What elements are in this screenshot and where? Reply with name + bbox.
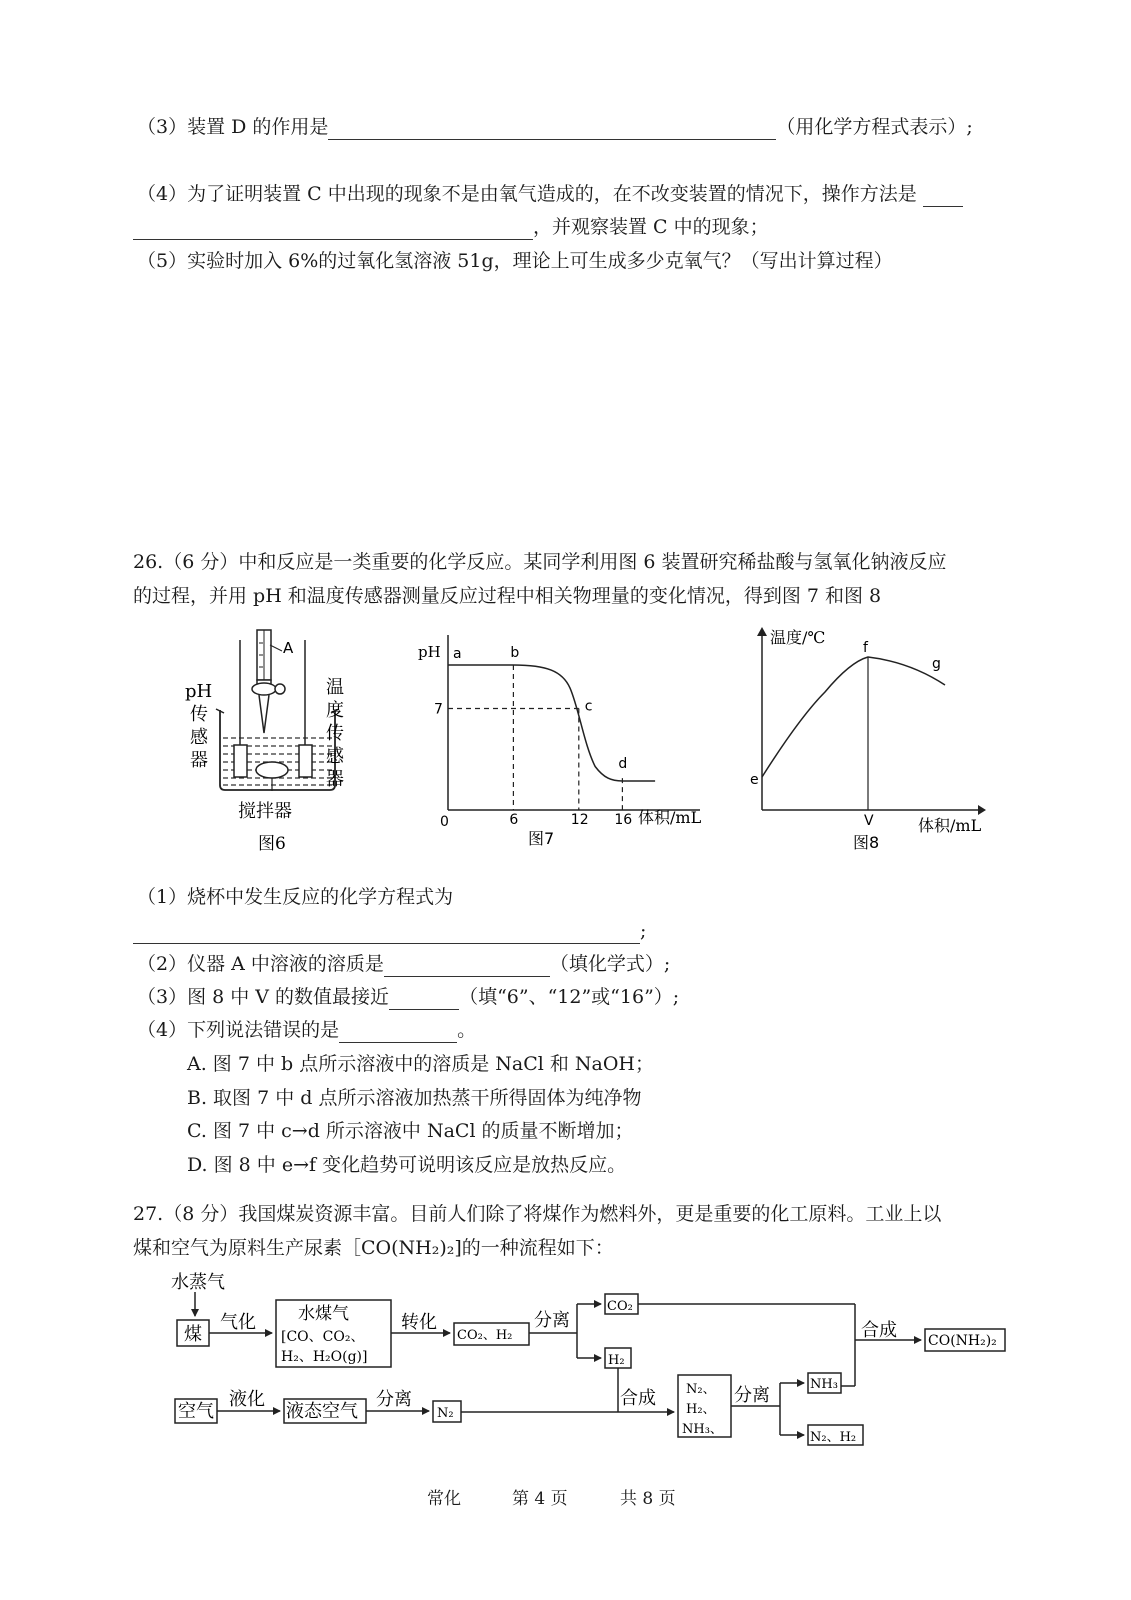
co2-label: CO₂ (607, 1299, 633, 1314)
q25-part4-text: （4）为了证明装置 C 中出现的现象不是由氧气造成的，在不改变装置的情况下，操作方法是 (137, 183, 917, 205)
point-label-g: g (932, 656, 941, 672)
mix-line1: N₂、 (686, 1382, 716, 1397)
answer-blank[interactable] (389, 989, 459, 1010)
liquid-air-label: 液态空气 (286, 1401, 358, 1422)
liquefy-label: 液化 (229, 1389, 265, 1410)
point-label-c: c (584, 698, 593, 715)
point-label-b: b (510, 645, 520, 661)
x-tick-v: V (864, 813, 874, 829)
y-axis-label: pH (418, 643, 441, 661)
temp-sensor-label-0: 温 (326, 677, 344, 698)
separate2-label: 分离 (376, 1389, 412, 1410)
option-a: A. 图 7 中 b 点所示溶液中的溶质是 NaCl 和 NaOH； (187, 1053, 654, 1075)
footer-total: 共 8 页 (620, 1489, 676, 1509)
temp-sensor-label-4: 器 (326, 769, 344, 790)
x-tick-12: 12 (570, 812, 589, 828)
point-label-f: f (863, 640, 868, 656)
ph-sensor-label-1: 传 (190, 704, 208, 725)
q25-part5: （5）实验时加入 6%的过氧化氢溶液 51g，理论上可生成多少克氧气？（写出计算过程） (137, 250, 893, 272)
option-c: C. 图 7 中 c→d 所示溶液中 NaCl 的质量不断增加； (187, 1120, 634, 1142)
co2-h2-label: CO₂、H₂ (457, 1328, 513, 1343)
synth-mid-label: 合成 (620, 1388, 656, 1409)
water-gas-title: 水煤气 (298, 1304, 349, 1324)
temp-sensor-label-1: 度 (326, 700, 344, 721)
coal-label: 煤 (184, 1324, 202, 1345)
label-a: A (283, 639, 294, 657)
ph-sensor-label-2: 感 (190, 727, 208, 748)
q25-part3-suffix: （用化学方程式表示）; (776, 116, 973, 138)
ph-sensor-probe (234, 745, 247, 777)
x-tick-16: 16 (614, 812, 633, 828)
answer-blank[interactable] (133, 923, 640, 944)
figure-8-temperature-chart (740, 622, 990, 857)
origin-label: 0 (440, 814, 449, 830)
burette-tip (259, 695, 269, 733)
q25-part4-suffix: ，并观察装置 C 中的现象； (533, 216, 769, 238)
q25-part4 (137, 181, 963, 207)
q26-part2-text: （2）仪器 A 中溶液的溶质是 (137, 953, 384, 975)
urea-flowchart (165, 1268, 1025, 1468)
q26-part3-suffix: （填“6”、“12”或“16”）; (459, 986, 680, 1008)
n2-label: N₂ (437, 1406, 454, 1421)
x-axis-arrow (978, 805, 986, 815)
q26-intro-line1: 26.（6 分）中和反应是一类重要的化学反应。某同学利用图 6 装置研究稀盐酸与氢氧化钠液反应 (133, 551, 947, 573)
separate1-label: 分离 (534, 1310, 570, 1331)
temperature-curve (762, 657, 945, 777)
footer-page: 第 4 页 (512, 1489, 568, 1509)
answer-blank[interactable] (923, 186, 963, 207)
stopcock (252, 683, 276, 695)
air-label: 空气 (178, 1401, 214, 1422)
temp-sensor-probe (299, 745, 312, 777)
temp-sensor-label-3: 感 (326, 746, 344, 767)
answer-blank[interactable] (339, 1022, 457, 1043)
q25-part4-line2 (133, 214, 769, 240)
q26-part1: （1）烧杯中发生反应的化学方程式为 (137, 886, 454, 908)
y-tick-7: 7 (434, 701, 443, 718)
answer-blank[interactable] (328, 119, 776, 140)
ph-sensor-label-0: pH (185, 681, 213, 702)
mix-line3: NH₃、 (682, 1422, 723, 1437)
figure-6-apparatus (180, 625, 380, 860)
h2-label: H₂ (608, 1353, 625, 1368)
gasify-label: 气化 (220, 1312, 256, 1333)
water-gas-line1: [CO、CO₂、 (281, 1329, 365, 1345)
point-label-e: e (750, 772, 759, 788)
answer-blank[interactable] (133, 219, 533, 240)
q26-part4-suffix: 。 (457, 1019, 477, 1041)
x-axis-label: 体积/mL (918, 816, 982, 835)
option-d: D. 图 8 中 e→f 变化趋势可说明该反应是放热反应。 (187, 1154, 627, 1176)
y-axis-arrow (757, 627, 767, 636)
q26-part3-text: （3）图 8 中 V 的数值最接近 (137, 986, 390, 1008)
stirrer-label: 搅拌器 (238, 801, 292, 822)
q26-part1-end: ; (640, 920, 647, 942)
footer-school: 常化 (427, 1489, 461, 1509)
convert-label: 转化 (401, 1312, 437, 1333)
q27-intro-line1: 27.（8 分）我国煤炭资源丰富。目前人们除了将煤作为燃料外，更是重要的化工原料。工业上以 (133, 1203, 942, 1225)
steam-label: 水蒸气 (171, 1272, 225, 1293)
q26-part1-answer (133, 918, 646, 944)
label-a-leader (270, 645, 282, 651)
q27-intro-line2: 煤和空气为原料生产尿素［CO(NH₂)₂]的一种流程如下： (133, 1237, 614, 1259)
nh3-label: NH₃ (810, 1377, 838, 1392)
mix-line2: H₂、 (686, 1402, 716, 1417)
temp-sensor-label-2: 传 (326, 723, 344, 744)
option-b: B. 取图 7 中 d 点所示溶液加热蒸干所得固体为纯净物 (187, 1087, 642, 1109)
ph-sensor-label-3: 器 (190, 750, 208, 771)
q25-part3 (137, 114, 973, 140)
point-label-d: d (618, 756, 628, 773)
answer-blank[interactable] (384, 956, 550, 977)
y-axis-label: 温度/℃ (770, 628, 826, 647)
q26-intro-line2: 的过程，并用 pH 和温度传感器测量反应过程中相关物理量的变化情况，得到图 7 和图 8 (133, 585, 882, 607)
separate3-label: 分离 (734, 1385, 770, 1406)
n2-h2-label: N₂、H₂ (810, 1430, 857, 1445)
figure-8-caption: 图8 (853, 833, 880, 852)
q26-part2 (137, 951, 670, 977)
water-gas-line2: H₂、H₂O(g)] (281, 1349, 368, 1365)
q26-part2-suffix: （填化学式）; (549, 953, 671, 975)
stirrer-bar (256, 762, 288, 778)
figure-7-ph-chart (410, 630, 715, 855)
synth-top-label: 合成 (861, 1320, 897, 1341)
figure-7-caption: 图7 (528, 829, 555, 848)
q25-part3-text: （3）装置 D 的作用是 (137, 116, 329, 138)
urea-label: CO(NH₂)₂ (928, 1333, 997, 1349)
q26-part4-text: （4）下列说法错误的是 (137, 1019, 340, 1041)
figure-6-caption: 图6 (258, 834, 286, 854)
point-label-a: a (453, 646, 462, 662)
x-tick-6: 6 (509, 812, 519, 828)
q26-part4 (137, 1017, 476, 1043)
q26-part3 (137, 984, 679, 1010)
x-axis-label: 体积/mL (638, 808, 702, 827)
